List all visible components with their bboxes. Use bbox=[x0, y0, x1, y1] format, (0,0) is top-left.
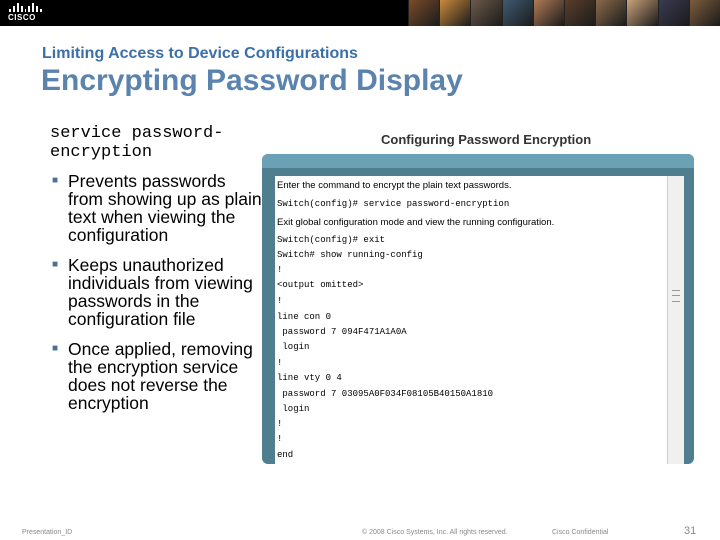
scrollbar-grip-icon[interactable] bbox=[672, 290, 680, 302]
header-photo bbox=[439, 0, 470, 26]
cli-line: line vty 0 4 bbox=[277, 373, 342, 383]
cli-line: Switch(config)# service password-encryption bbox=[277, 199, 510, 209]
cli-line: <output omitted> bbox=[277, 280, 364, 290]
cli-line: Switch# show running-config bbox=[277, 250, 423, 260]
console-scrollbar[interactable] bbox=[667, 176, 684, 464]
bullet-text: Prevents passwords from showing up as plain text when viewing the configuration bbox=[68, 171, 262, 245]
header-banner bbox=[0, 0, 720, 26]
config-screenshot-panel bbox=[262, 154, 694, 464]
cli-line: ! bbox=[277, 296, 283, 306]
slide-title: Encrypting Password Display bbox=[41, 64, 463, 97]
square-bullet-icon: ■ bbox=[52, 259, 59, 270]
cli-line: Switch(config)# exit bbox=[277, 235, 386, 245]
cli-line: ! bbox=[277, 265, 283, 275]
console-output bbox=[275, 176, 667, 464]
cisco-logo-text: CISCO bbox=[8, 13, 36, 22]
slide-subtitle: Limiting Access to Device Configurations bbox=[42, 45, 358, 62]
bullet-text: Once applied, removing the encryption service does not reverse the encryption bbox=[68, 339, 253, 413]
bullet-list bbox=[50, 172, 265, 424]
cli-line: login bbox=[277, 342, 310, 352]
square-bullet-icon: ■ bbox=[52, 175, 59, 186]
square-bullet-icon: ■ bbox=[52, 343, 59, 354]
panel-top-strip bbox=[262, 154, 694, 168]
header-photo-strip bbox=[408, 0, 720, 26]
footer-copyright: © 2008 Cisco Systems, Inc. All rights reserved. bbox=[362, 529, 508, 536]
cli-line: end bbox=[277, 450, 294, 460]
panel-title: Configuring Password Encryption bbox=[381, 132, 592, 147]
bullet-item bbox=[50, 340, 265, 412]
cli-line: ! bbox=[277, 419, 283, 429]
header-photo bbox=[470, 0, 501, 26]
header-photo bbox=[689, 0, 720, 26]
command-line-1: service password- bbox=[50, 124, 224, 143]
cli-line: line con 0 bbox=[277, 312, 332, 322]
cli-line: login bbox=[277, 404, 310, 414]
cisco-logo bbox=[8, 3, 42, 23]
cli-line: ! bbox=[277, 434, 283, 444]
instruction-line: Enter the command to encrypt the plain text passwords. bbox=[277, 180, 512, 191]
cli-line: password 7 094F471A1A0A bbox=[277, 327, 407, 337]
bullet-item bbox=[50, 256, 265, 328]
cisco-bars-icon bbox=[9, 3, 42, 12]
bullet-text: Keeps unauthorized individuals from viewing passwords in the configuration file bbox=[68, 255, 253, 329]
page-number: 31 bbox=[684, 525, 697, 537]
header-photo bbox=[658, 0, 689, 26]
bullet-item bbox=[50, 172, 265, 244]
instruction-line: Exit global configuration mode and view the running configuration. bbox=[277, 217, 555, 228]
footer-confidential: Cisco Confidential bbox=[552, 529, 609, 536]
command-line-2: encryption bbox=[50, 143, 153, 162]
command-heading bbox=[50, 124, 280, 162]
cli-line: ! bbox=[277, 358, 283, 368]
header-photo bbox=[533, 0, 564, 26]
header-photo bbox=[595, 0, 626, 26]
header-photo bbox=[502, 0, 533, 26]
cli-line: password 7 03095A0F034F08105B40150A1810 bbox=[277, 389, 494, 399]
header-photo bbox=[564, 0, 595, 26]
header-photo bbox=[626, 0, 657, 26]
header-photo bbox=[408, 0, 439, 26]
footer-presentation-id: Presentation_ID bbox=[22, 529, 73, 536]
